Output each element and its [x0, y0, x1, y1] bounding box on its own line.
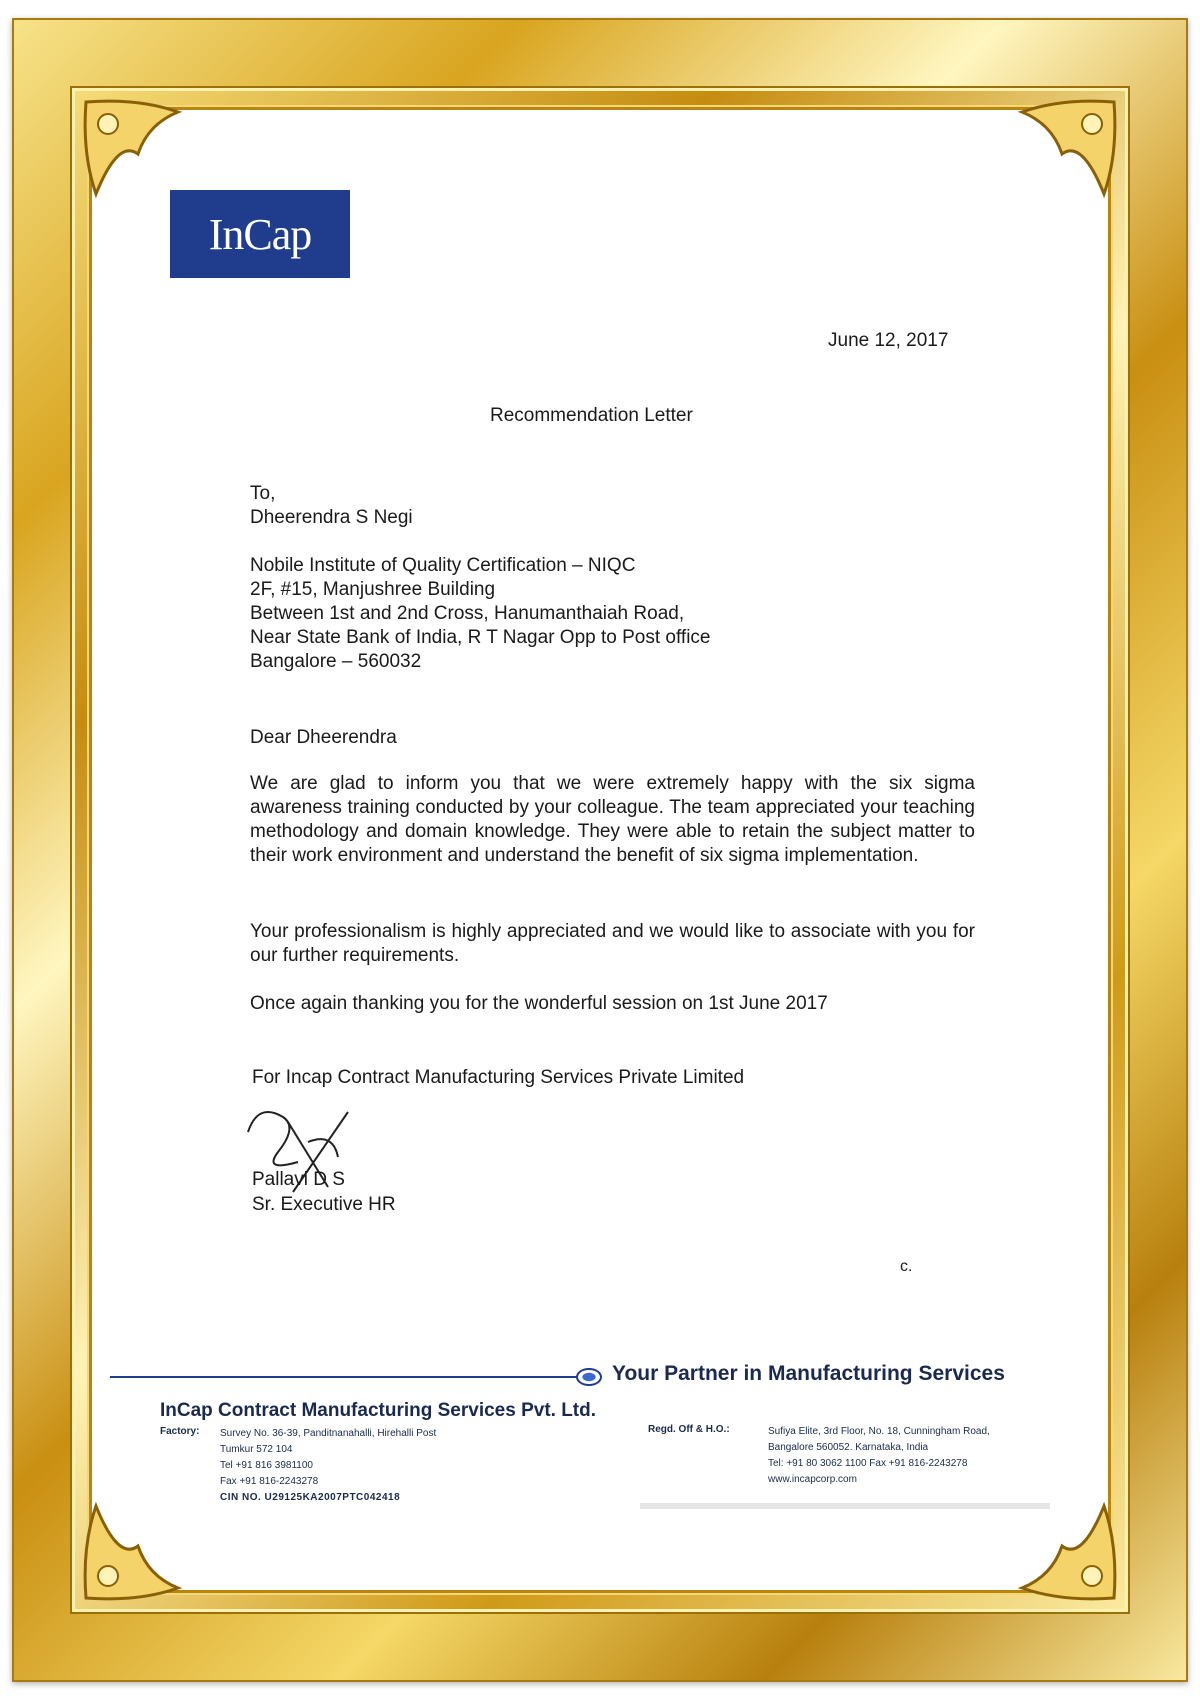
- signatory-name: Pallavi D S: [252, 1169, 345, 1190]
- logo-text: InCap: [208, 209, 312, 259]
- factory-line: Tumkur 572 104: [220, 1444, 293, 1455]
- tagline-bullet-icon: [576, 1368, 602, 1386]
- factory-line: Survey No. 36-39, Panditnanahalli, Hirehalli Post: [220, 1428, 437, 1439]
- cin-number: CIN NO. U29125KA2007PTC042418: [220, 1492, 401, 1503]
- address-line: Nobile Institute of Quality Certification – NIQC: [250, 555, 636, 576]
- signatory: [252, 1167, 396, 1217]
- letter-date: June 12, 2017: [828, 330, 949, 351]
- regd-line: www.incapcorp.com: [768, 1474, 857, 1485]
- incap-logo: [170, 190, 350, 278]
- signatory-title: Sr. Executive HR: [252, 1194, 396, 1215]
- body-paragraph: Your professionalism is highly appreciated and we would like to associate with you for our further requirements.: [250, 921, 975, 966]
- footer-tagline: Your Partner in Manufacturing Services: [612, 1362, 1005, 1385]
- regd-line: Tel: +91 80 3062 1100 Fax +91 816-2243278: [768, 1458, 968, 1469]
- address-line: Between 1st and 2nd Cross, Hanumanthaiah Road,: [250, 603, 685, 624]
- address-line: Bangalore – 560032: [250, 651, 422, 672]
- salutation: Dear Dheerendra: [250, 727, 397, 748]
- factory-address: [220, 1426, 436, 1490]
- body-paragraph: We are glad to inform you that we were extremely happy with the six sigma awareness training conducted by your colleague. The team appreciated your teaching methodology and domain knowledge. They were able to retain the subject matter to their work environment and understand the benefit of six sigma implementation.: [250, 773, 975, 866]
- regd-line: Sufiya Elite, 3rd Floor, No. 18, Cunningham Road,: [768, 1426, 990, 1437]
- address-line: Near State Bank of India, R T Nagar Opp to Post office: [250, 627, 711, 648]
- corner-ornament-icon: [78, 1496, 188, 1606]
- letter-subject: Recommendation Letter: [490, 405, 693, 426]
- recipient-address: [250, 482, 710, 674]
- to-label: To,: [250, 483, 276, 504]
- address-line: 2F, #15, Manjushree Building: [250, 579, 496, 600]
- footer-band: [640, 1503, 1050, 1509]
- footer-company-name: InCap Contract Manufacturing Services Pvt. Ltd.: [160, 1400, 597, 1421]
- regd-office-address: [768, 1424, 990, 1488]
- closing-company: For Incap Contract Manufacturing Services Private Limited: [252, 1067, 745, 1088]
- corner-ornament-icon: [1012, 1496, 1122, 1606]
- small-mark: c.: [900, 1258, 913, 1275]
- recipient-name: Dheerendra S Negi: [250, 507, 413, 528]
- regd-office-label: Regd. Off & H.O.:: [648, 1424, 730, 1435]
- corner-ornament-icon: [78, 94, 188, 204]
- factory-label: Factory:: [160, 1426, 200, 1437]
- corner-ornament-icon: [1012, 94, 1122, 204]
- factory-line: Fax +91 816-2243278: [220, 1476, 319, 1487]
- regd-line: Bangalore 560052. Karnataka, India: [768, 1442, 929, 1453]
- footer-divider: [110, 1376, 580, 1378]
- body-paragraph: Once again thanking you for the wonderful session on 1st June 2017: [250, 993, 828, 1014]
- factory-line: Tel +91 816 3981100: [220, 1460, 313, 1471]
